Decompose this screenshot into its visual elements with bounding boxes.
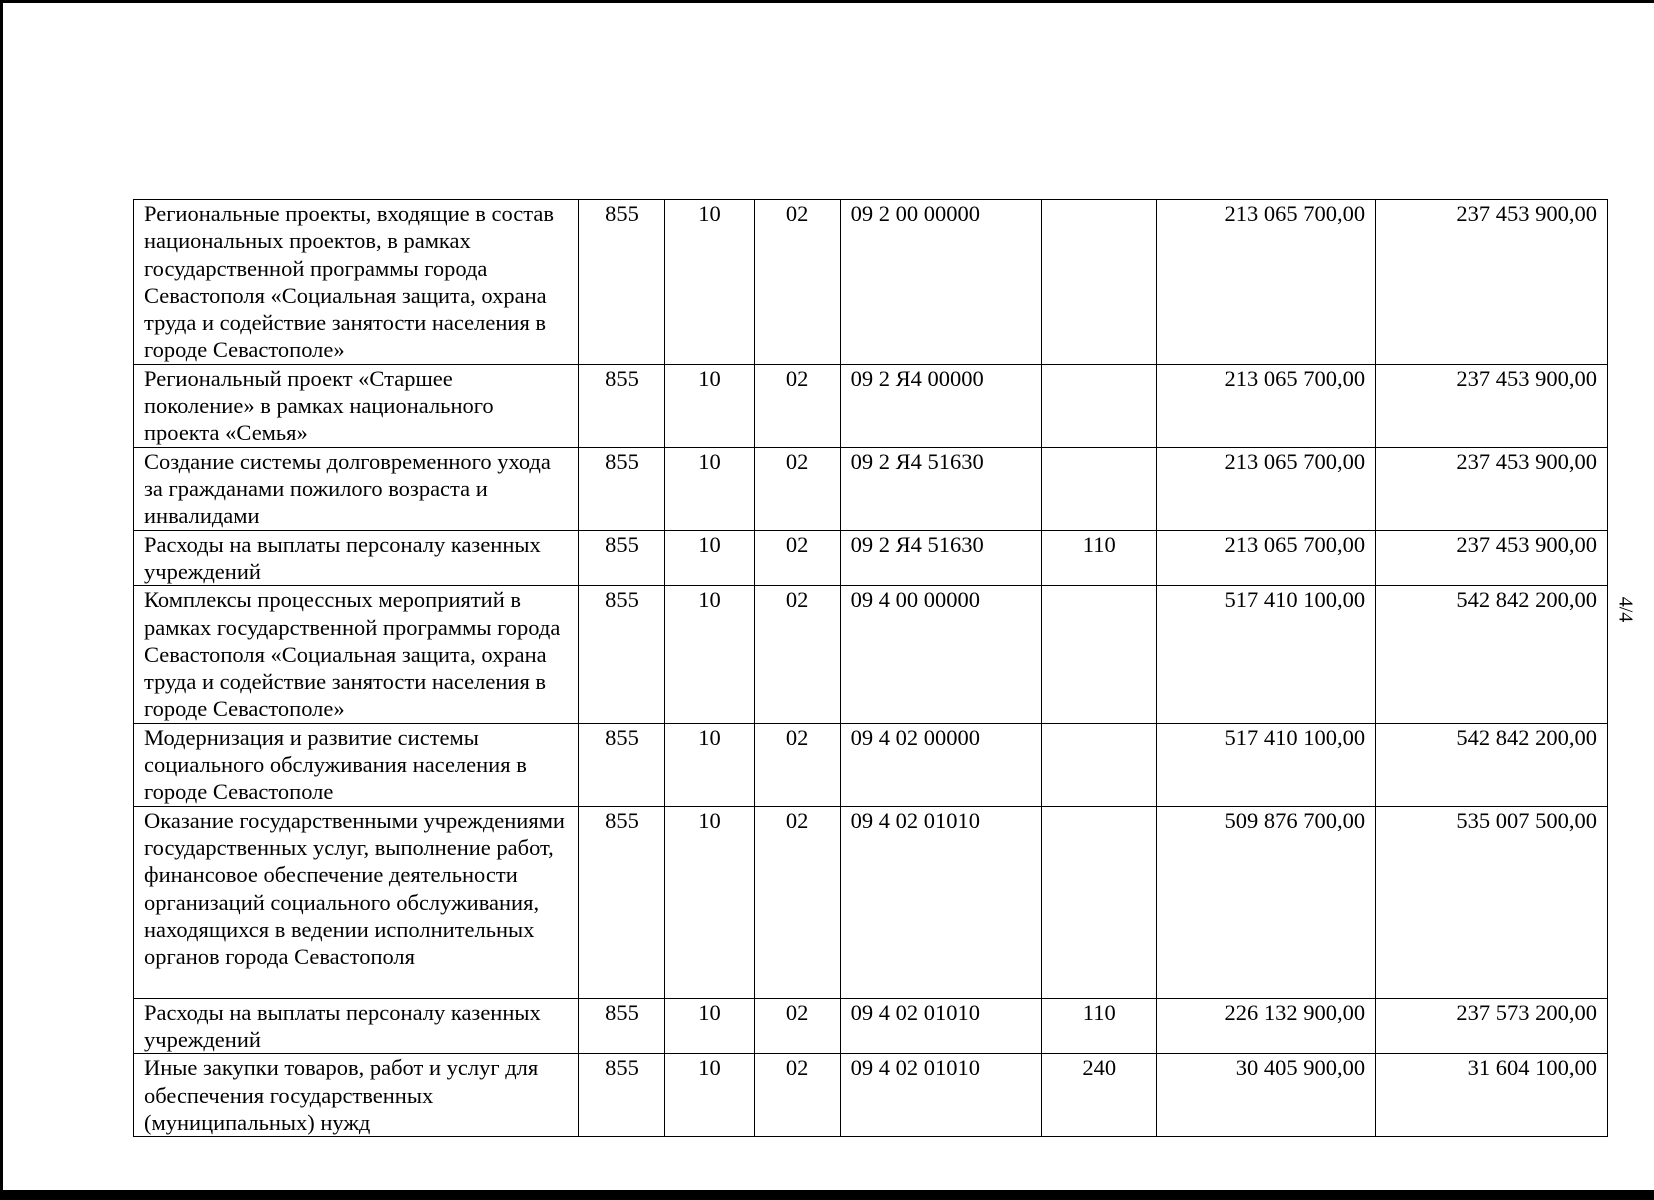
row-name: Модернизация и развитие системы социального обслуживания населения в городе Севастополе [134,723,579,806]
row-csr: 09 4 02 01010 [840,1054,1041,1137]
row-name: Комплексы процессных мероприятий в рамках государственной программы города Севастополя «Социальная защита, охрана труда и содействие занятости населения в городе Севастополе» [134,586,579,723]
row-rz: 10 [665,806,754,998]
row-name: Расходы на выплаты персоналу казенных учреждений [134,998,579,1054]
row-pr: 02 [754,806,840,998]
row-ved: 855 [579,447,665,530]
row-ved: 855 [579,723,665,806]
row-ved: 855 [579,586,665,723]
row-ved: 855 [579,200,665,365]
row-rz: 10 [665,1054,754,1137]
page-number: 4/4 [1614,596,1637,623]
row-sum2: 31 604 100,00 [1376,1054,1608,1137]
row-vr: 240 [1042,1054,1157,1137]
row-csr: 09 2 Я4 00000 [840,364,1041,447]
row-sum1: 213 065 700,00 [1157,200,1376,365]
budget-table [133,199,1608,1137]
row-pr: 02 [754,723,840,806]
row-name: Региональный проект «Старшее поколение» в рамках национального проекта «Семья» [134,364,579,447]
row-ved: 855 [579,998,665,1054]
row-pr: 02 [754,364,840,447]
row-pr: 02 [754,530,840,586]
row-pr: 02 [754,998,840,1054]
scan-border-top [0,0,1654,3]
table-row [134,364,1608,447]
row-ved: 855 [579,1054,665,1137]
table-row [134,998,1608,1054]
table-row [134,723,1608,806]
row-rz: 10 [665,723,754,806]
row-sum1: 213 065 700,00 [1157,447,1376,530]
row-sum1: 213 065 700,00 [1157,364,1376,447]
row-rz: 10 [665,364,754,447]
row-csr: 09 4 02 00000 [840,723,1041,806]
row-ved: 855 [579,530,665,586]
row-pr: 02 [754,586,840,723]
row-sum2: 542 842 200,00 [1376,586,1608,723]
row-sum2: 237 453 900,00 [1376,447,1608,530]
row-rz: 10 [665,200,754,365]
row-sum1: 509 876 700,00 [1157,806,1376,998]
row-sum2: 237 453 900,00 [1376,530,1608,586]
row-vr: 110 [1042,530,1157,586]
table-row [134,586,1608,723]
row-csr: 09 4 02 01010 [840,806,1041,998]
scan-border-left [0,0,3,1200]
row-name: Региональные проекты, входящие в состав национальных проектов, в рамках государственной программы города Севастополя «Социальная защита, охрана труда и содействие занятости населения в городе Севастополе» [134,200,579,365]
row-ved: 855 [579,364,665,447]
row-sum1: 30 405 900,00 [1157,1054,1376,1137]
row-vr [1042,806,1157,998]
row-csr: 09 2 Я4 51630 [840,530,1041,586]
row-sum2: 535 007 500,00 [1376,806,1608,998]
row-pr: 02 [754,447,840,530]
row-vr: 110 [1042,998,1157,1054]
row-vr [1042,586,1157,723]
row-vr [1042,723,1157,806]
row-csr: 09 4 02 01010 [840,998,1041,1054]
row-name: Иные закупки товаров, работ и услуг для обеспечения государственных (муниципальных) нужд [134,1054,579,1137]
row-rz: 10 [665,586,754,723]
row-sum1: 226 132 900,00 [1157,998,1376,1054]
table-row [134,200,1608,365]
row-sum1: 517 410 100,00 [1157,723,1376,806]
row-rz: 10 [665,998,754,1054]
row-sum1: 213 065 700,00 [1157,530,1376,586]
row-rz: 10 [665,530,754,586]
row-name: Создание системы долговременного ухода за гражданами пожилого возраста и инвалидами [134,447,579,530]
row-pr: 02 [754,1054,840,1137]
row-rz: 10 [665,447,754,530]
row-sum2: 542 842 200,00 [1376,723,1608,806]
table-row [134,447,1608,530]
row-vr [1042,200,1157,365]
row-sum1: 517 410 100,00 [1157,586,1376,723]
row-sum2: 237 573 200,00 [1376,998,1608,1054]
row-vr [1042,364,1157,447]
table-row [134,1054,1608,1137]
row-sum2: 237 453 900,00 [1376,200,1608,365]
row-name: Оказание государственными учреждениями государственных услуг, выполнение работ, финансовое обеспечение деятельности организаций социального обслуживания, находящихся в ведении исполнительных органов города Севастополя [134,806,579,998]
scan-border-bottom [0,1190,1654,1200]
row-csr: 09 4 00 00000 [840,586,1041,723]
row-sum2: 237 453 900,00 [1376,364,1608,447]
row-name: Расходы на выплаты персоналу казенных учреждений [134,530,579,586]
row-csr: 09 2 00 00000 [840,200,1041,365]
row-vr [1042,447,1157,530]
table-row [134,530,1608,586]
row-ved: 855 [579,806,665,998]
table-row [134,806,1608,998]
row-pr: 02 [754,200,840,365]
row-csr: 09 2 Я4 51630 [840,447,1041,530]
